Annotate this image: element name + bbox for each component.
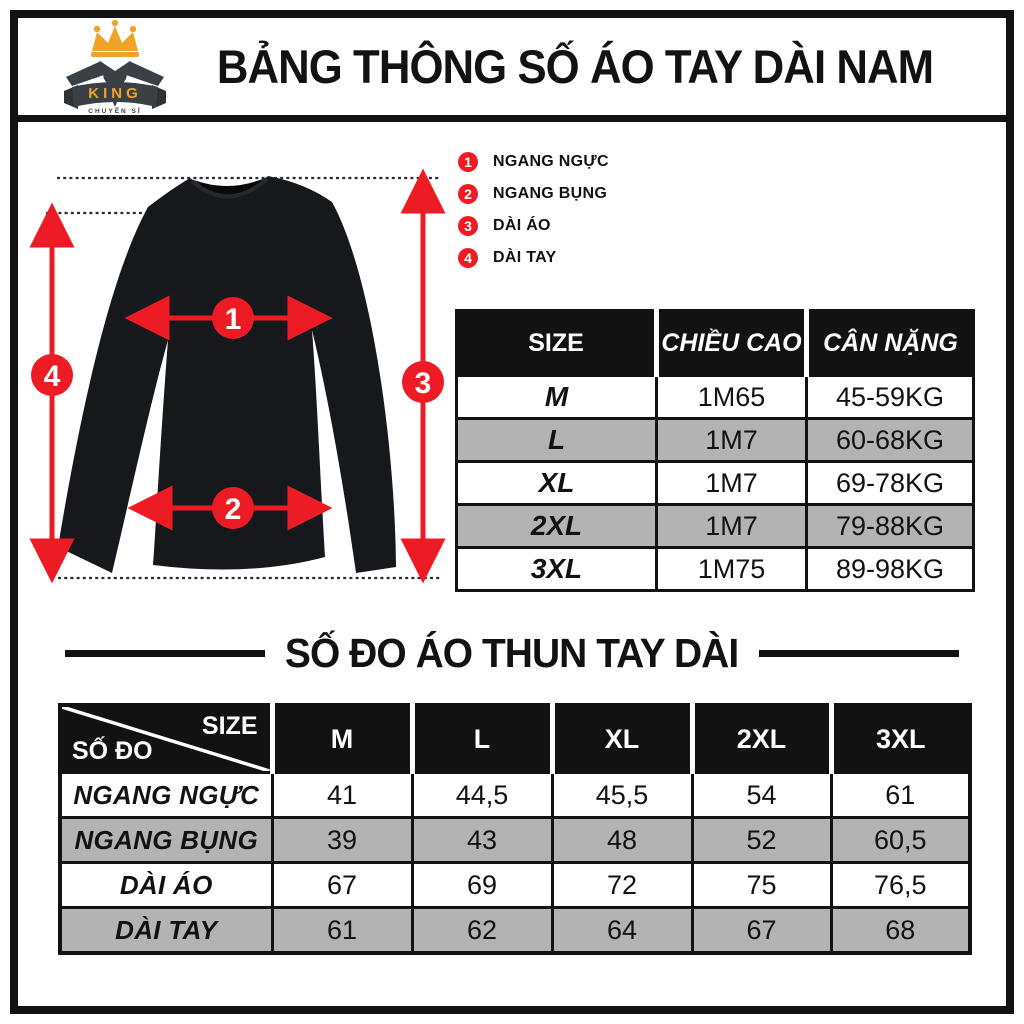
legend-item-shirt-length [458, 215, 609, 236]
table-row-waist [60, 818, 970, 863]
logo-brand-text: KING [88, 84, 142, 102]
table-row [457, 505, 974, 548]
title-rule-right [759, 650, 959, 657]
chest-xl: 45,5 [552, 773, 692, 818]
main-area [18, 122, 1006, 1006]
legend-label-shirt-length: DÀI ÁO [493, 216, 551, 234]
height-3xl: 1M75 [657, 548, 807, 591]
page-frame [10, 10, 1014, 1014]
king-brand-logo [56, 19, 174, 115]
sleeve-3xl: 68 [831, 908, 970, 954]
waist-3xl: 60,5 [831, 818, 970, 863]
table-row [457, 462, 974, 505]
weight-2xl: 79-88KG [807, 505, 974, 548]
measurement-matrix-table [58, 703, 972, 955]
chest-3xl: 61 [831, 773, 970, 818]
marker-1: 1 [224, 303, 242, 336]
crown-icon [91, 19, 139, 56]
row-label-waist: NGANG BỤNG [60, 818, 272, 863]
col-header-size: SIZE [457, 311, 657, 376]
legend-badge-1: 1 [458, 152, 478, 172]
title-rule-left [65, 650, 265, 657]
length-l: 69 [412, 863, 552, 908]
legend-item-waist [458, 183, 609, 204]
marker-2: 2 [224, 493, 242, 526]
length-xl: 72 [552, 863, 692, 908]
size-3xl: 3XL [457, 548, 657, 591]
length-2xl: 75 [692, 863, 831, 908]
chest-m: 41 [272, 773, 412, 818]
table-row [457, 376, 974, 419]
marker-4: 4 [43, 360, 61, 393]
legend-badge-2: 2 [458, 184, 478, 204]
col-header-2xl: 2XL [692, 705, 831, 773]
sleeve-2xl: 67 [692, 908, 831, 954]
table-row [457, 548, 974, 591]
row-label-chest: NGANG NGỰC [60, 773, 272, 818]
sleeve-m: 61 [272, 908, 412, 954]
measurement-legend [458, 151, 609, 268]
sleeve-l: 62 [412, 908, 552, 954]
legend-label-sleeve-length: DÀI TAY [493, 248, 557, 266]
legend-item-sleeve-length [458, 247, 609, 268]
col-header-xl: XL [552, 705, 692, 773]
chest-l: 44,5 [412, 773, 552, 818]
ribbon-banner [64, 82, 166, 115]
height-l: 1M7 [657, 419, 807, 462]
waist-l: 43 [412, 818, 552, 863]
col-header-m: M [272, 705, 412, 773]
legend-label-waist: NGANG BỤNG [493, 184, 608, 202]
length-m: 67 [272, 863, 412, 908]
legend-item-chest [458, 151, 609, 172]
weight-m: 45-59KG [807, 376, 974, 419]
size-xl: XL [457, 462, 657, 505]
waist-2xl: 52 [692, 818, 831, 863]
height-2xl: 1M7 [657, 505, 807, 548]
measure-table-header-row [60, 705, 970, 773]
col-header-3xl: 3XL [831, 705, 970, 773]
sleeve-xl: 64 [552, 908, 692, 954]
table-row-length [60, 863, 970, 908]
size-m: M [457, 376, 657, 419]
header [18, 18, 1006, 122]
col-header-l: L [412, 705, 552, 773]
length-3xl: 76,5 [831, 863, 970, 908]
chest-2xl: 54 [692, 773, 831, 818]
size-height-weight-table [455, 309, 975, 592]
corner-sodo-label: SỐ ĐO [72, 737, 153, 765]
table-row-chest [60, 773, 970, 818]
height-m: 1M65 [657, 376, 807, 419]
logo-tagline-text: CHUYÊN SỈ [88, 107, 142, 115]
shirt-measurement-figure [20, 145, 455, 620]
legend-badge-3: 3 [458, 216, 478, 236]
corner-size-label: SIZE [201, 712, 258, 740]
col-header-height: CHIỀU CAO [657, 311, 807, 376]
waist-xl: 48 [552, 818, 692, 863]
height-xl: 1M7 [657, 462, 807, 505]
corner-header-cell [62, 707, 270, 771]
section-title-row [18, 630, 1006, 677]
weight-3xl: 89-98KG [807, 548, 974, 591]
weight-l: 60-68KG [807, 419, 974, 462]
size-table-header-row [457, 311, 974, 376]
section-title: SỐ ĐO ÁO THUN TAY DÀI [285, 630, 739, 676]
col-header-weight: CÂN NẶNG [807, 311, 974, 376]
legend-badge-4: 4 [458, 248, 478, 268]
weight-xl: 69-78KG [807, 462, 974, 505]
table-row-sleeve [60, 908, 970, 954]
legend-label-chest: NGANG NGỰC [493, 152, 609, 170]
page-title: BẢNG THÔNG SỐ ÁO TAY DÀI NAM [216, 40, 934, 93]
waist-m: 39 [272, 818, 412, 863]
marker-3: 3 [414, 367, 432, 400]
size-2xl: 2XL [457, 505, 657, 548]
table-row [457, 419, 974, 462]
row-label-length: DÀI ÁO [60, 863, 272, 908]
size-l: L [457, 419, 657, 462]
row-label-sleeve: DÀI TAY [60, 908, 272, 954]
